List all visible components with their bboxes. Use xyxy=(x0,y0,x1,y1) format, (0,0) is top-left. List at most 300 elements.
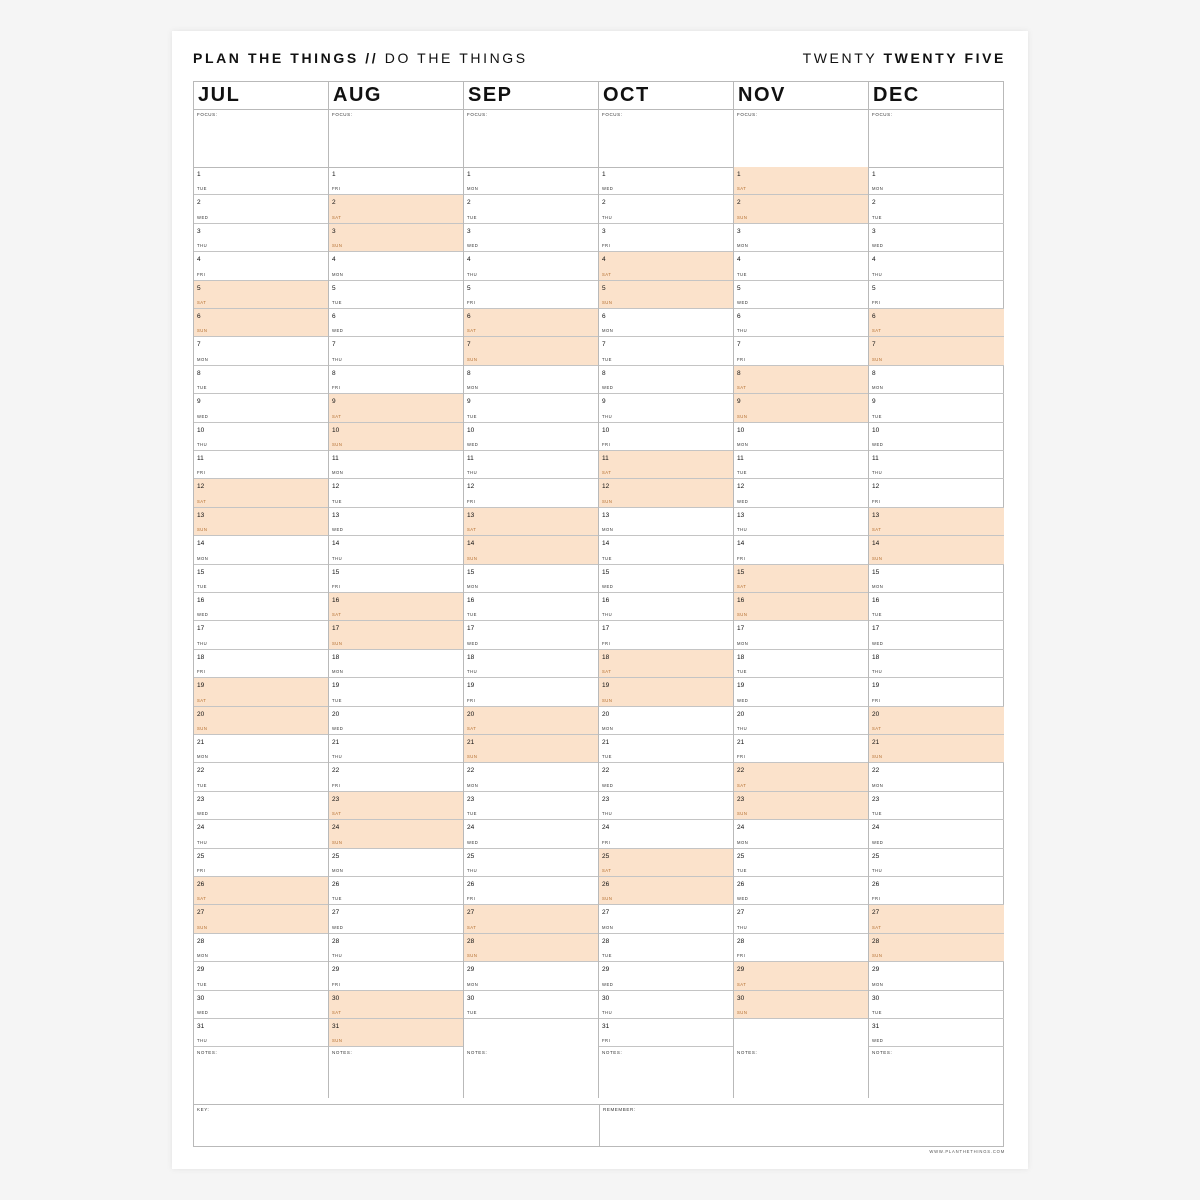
day-number: 24 xyxy=(467,824,475,832)
day-cell[interactable] xyxy=(599,1019,733,1047)
day-number: 30 xyxy=(332,994,340,1002)
weekday-label: THU xyxy=(467,669,478,675)
day-number: 13 xyxy=(332,511,340,519)
day-cell[interactable] xyxy=(464,195,598,223)
day-cell[interactable] xyxy=(734,309,868,337)
day-cell[interactable] xyxy=(599,366,733,394)
day-cell[interactable] xyxy=(599,565,733,593)
day-cell[interactable] xyxy=(869,763,1004,791)
weekday-label: TUE xyxy=(602,754,612,760)
day-cell[interactable] xyxy=(869,536,1004,564)
weekday-label: SAT xyxy=(737,583,747,589)
day-number: 12 xyxy=(602,483,610,491)
month-name: AUG xyxy=(333,84,382,106)
focus-label: FOCUS: xyxy=(467,112,488,117)
day-cell[interactable] xyxy=(869,877,1004,905)
day-cell[interactable] xyxy=(464,508,598,536)
day-cell[interactable] xyxy=(329,593,463,621)
day-cell[interactable] xyxy=(329,707,463,735)
weekday-label: FRI xyxy=(602,1038,611,1044)
day-cell[interactable] xyxy=(869,905,1004,933)
day-cell[interactable] xyxy=(734,991,868,1019)
weekday-label: MON xyxy=(332,271,344,277)
planner-year xyxy=(803,50,1006,66)
day-cell[interactable] xyxy=(194,763,328,791)
day-cell[interactable] xyxy=(464,792,598,820)
day-cell[interactable] xyxy=(194,962,328,990)
day-cell[interactable] xyxy=(599,195,733,223)
day-number: 2 xyxy=(467,199,471,207)
day-cell[interactable] xyxy=(869,565,1004,593)
day-cell[interactable] xyxy=(869,621,1004,649)
day-number: 7 xyxy=(872,341,876,349)
weekday-label: SAT xyxy=(467,328,477,334)
day-cell[interactable] xyxy=(734,735,868,763)
day-cell[interactable] xyxy=(194,394,328,422)
day-number: 8 xyxy=(602,369,606,377)
weekday-label: MON xyxy=(602,527,614,533)
notes-box[interactable] xyxy=(464,1048,598,1104)
day-cell[interactable] xyxy=(869,707,1004,735)
day-cell[interactable] xyxy=(464,849,598,877)
weekday-label: TUE xyxy=(332,299,342,305)
day-cell[interactable] xyxy=(329,962,463,990)
day-cell[interactable] xyxy=(329,479,463,507)
day-cell[interactable] xyxy=(194,1019,328,1047)
month-column xyxy=(329,82,464,1098)
day-cell[interactable] xyxy=(869,678,1004,706)
day-cell[interactable] xyxy=(464,962,598,990)
day-cell[interactable] xyxy=(464,707,598,735)
day-cell[interactable] xyxy=(194,650,328,678)
day-cell[interactable] xyxy=(734,423,868,451)
day-cell[interactable] xyxy=(599,962,733,990)
day-cell[interactable] xyxy=(464,337,598,365)
day-cell[interactable] xyxy=(734,252,868,280)
day-cell[interactable] xyxy=(599,536,733,564)
day-cell[interactable] xyxy=(194,337,328,365)
day-cell[interactable] xyxy=(599,792,733,820)
weekday-label: SAT xyxy=(332,214,342,220)
day-cell[interactable] xyxy=(869,281,1004,309)
day-cell[interactable] xyxy=(329,792,463,820)
weekday-label: THU xyxy=(602,413,613,419)
day-cell[interactable] xyxy=(599,451,733,479)
day-cell[interactable] xyxy=(599,394,733,422)
weekday-label: WED xyxy=(467,839,479,845)
day-cell[interactable] xyxy=(869,479,1004,507)
day-cell[interactable] xyxy=(599,650,733,678)
day-cell[interactable] xyxy=(329,678,463,706)
day-cell[interactable] xyxy=(869,849,1004,877)
weekday-label: THU xyxy=(737,924,748,930)
day-cell[interactable] xyxy=(734,962,868,990)
day-cell[interactable] xyxy=(734,934,868,962)
weekday-label: THU xyxy=(332,555,343,561)
day-cell[interactable] xyxy=(194,934,328,962)
day-cell[interactable] xyxy=(464,565,598,593)
day-cell[interactable] xyxy=(194,820,328,848)
weekday-label: SAT xyxy=(197,299,207,305)
day-number: 27 xyxy=(602,909,610,917)
day-cell[interactable] xyxy=(464,252,598,280)
weekday-label: SUN xyxy=(332,441,343,447)
weekday-label: TUE xyxy=(737,470,747,476)
day-cell[interactable] xyxy=(329,536,463,564)
day-number: 10 xyxy=(467,426,475,434)
day-number: 31 xyxy=(602,1023,610,1030)
day-cell[interactable] xyxy=(734,394,868,422)
weekday-label: SAT xyxy=(737,782,747,788)
day-cell[interactable] xyxy=(869,451,1004,479)
day-cell[interactable] xyxy=(464,479,598,507)
day-cell[interactable] xyxy=(869,593,1004,621)
day-cell[interactable] xyxy=(329,167,463,195)
day-cell[interactable] xyxy=(599,309,733,337)
day-number: 9 xyxy=(737,398,741,406)
day-cell[interactable] xyxy=(329,366,463,394)
day-cell[interactable] xyxy=(464,991,598,1019)
day-cell[interactable] xyxy=(599,763,733,791)
day-cell[interactable] xyxy=(599,252,733,280)
day-cell[interactable] xyxy=(869,735,1004,763)
weekday-label: MON xyxy=(332,470,344,476)
day-cell[interactable] xyxy=(329,621,463,649)
day-number: 5 xyxy=(602,284,606,292)
day-cell[interactable] xyxy=(329,991,463,1019)
weekday-label: TUE xyxy=(467,612,477,618)
day-cell[interactable] xyxy=(329,224,463,252)
day-cell[interactable] xyxy=(869,1019,1004,1047)
day-cell[interactable] xyxy=(734,337,868,365)
day-cell[interactable] xyxy=(329,905,463,933)
day-number: 10 xyxy=(872,426,880,434)
day-number: 6 xyxy=(872,313,876,320)
day-cell[interactable] xyxy=(869,167,1004,195)
day-cell[interactable] xyxy=(734,905,868,933)
weekday-label: SUN xyxy=(737,612,748,618)
day-number: 18 xyxy=(467,653,475,661)
weekday-label: SAT xyxy=(467,725,477,731)
day-number: 22 xyxy=(197,767,205,775)
weekday-label: TUE xyxy=(872,1009,882,1015)
day-cell[interactable] xyxy=(329,934,463,962)
day-cell[interactable] xyxy=(194,991,328,1019)
day-cell[interactable] xyxy=(599,849,733,877)
day-number: 9 xyxy=(872,398,876,406)
weekday-label: SAT xyxy=(197,498,207,504)
weekday-label: SUN xyxy=(737,413,748,419)
day-number: 3 xyxy=(332,227,336,235)
day-cell[interactable] xyxy=(329,650,463,678)
weekday-label: FRI xyxy=(332,782,341,788)
day-cell[interactable] xyxy=(734,195,868,223)
day-cell[interactable] xyxy=(194,167,328,195)
month-name: NOV xyxy=(738,84,786,106)
notes-box[interactable] xyxy=(194,1048,328,1104)
day-cell[interactable] xyxy=(734,281,868,309)
day-cell[interactable] xyxy=(194,536,328,564)
day-cell[interactable] xyxy=(734,707,868,735)
day-cell[interactable] xyxy=(329,309,463,337)
day-cell[interactable] xyxy=(194,905,328,933)
day-cell[interactable] xyxy=(329,735,463,763)
focus-box[interactable] xyxy=(464,110,598,168)
weekday-label: SUN xyxy=(467,555,478,561)
notes-box[interactable] xyxy=(599,1048,733,1104)
weekday-label: MON xyxy=(737,640,749,646)
day-cell[interactable] xyxy=(869,423,1004,451)
day-cell[interactable] xyxy=(194,479,328,507)
day-cell[interactable] xyxy=(194,565,328,593)
day-cell[interactable] xyxy=(464,593,598,621)
day-number: 6 xyxy=(197,313,201,320)
weekday-label: WED xyxy=(872,1038,884,1044)
day-cell[interactable] xyxy=(329,849,463,877)
weekday-label: SAT xyxy=(602,669,612,675)
weekday-label: SAT xyxy=(872,328,882,334)
day-number: 17 xyxy=(467,625,475,633)
weekday-label: WED xyxy=(602,782,614,788)
day-cell[interactable] xyxy=(734,877,868,905)
notes-box[interactable] xyxy=(734,1048,868,1104)
day-cell[interactable] xyxy=(869,366,1004,394)
day-cell[interactable] xyxy=(194,224,328,252)
day-cell[interactable] xyxy=(194,508,328,536)
day-cell[interactable] xyxy=(464,366,598,394)
day-number: 3 xyxy=(602,227,606,235)
day-cell[interactable] xyxy=(464,281,598,309)
day-cell[interactable] xyxy=(734,451,868,479)
day-cell[interactable] xyxy=(329,763,463,791)
day-cell[interactable] xyxy=(464,934,598,962)
day-cell[interactable] xyxy=(329,877,463,905)
weekday-label: FRI xyxy=(197,470,206,476)
day-cell[interactable] xyxy=(869,934,1004,962)
day-cell[interactable] xyxy=(194,423,328,451)
day-cell[interactable] xyxy=(194,707,328,735)
day-cell[interactable] xyxy=(194,735,328,763)
weekday-label: THU xyxy=(467,867,478,873)
focus-box[interactable] xyxy=(734,110,868,168)
day-cell[interactable] xyxy=(599,281,733,309)
day-number: 1 xyxy=(197,171,201,178)
day-cell[interactable] xyxy=(869,792,1004,820)
day-cell[interactable] xyxy=(194,877,328,905)
day-cell[interactable] xyxy=(464,650,598,678)
day-cell[interactable] xyxy=(734,479,868,507)
day-cell[interactable] xyxy=(734,820,868,848)
day-cell[interactable] xyxy=(869,309,1004,337)
day-cell[interactable] xyxy=(329,451,463,479)
day-cell[interactable] xyxy=(599,905,733,933)
remember-label: REMEMBER: xyxy=(603,1107,636,1112)
day-number: 8 xyxy=(872,369,876,377)
day-cell[interactable] xyxy=(464,678,598,706)
day-number: 16 xyxy=(602,597,610,604)
day-cell[interactable] xyxy=(599,593,733,621)
weekday-label: TUE xyxy=(197,385,207,391)
day-cell[interactable] xyxy=(599,337,733,365)
day-cell[interactable] xyxy=(194,678,328,706)
day-cell[interactable] xyxy=(464,423,598,451)
day-cell[interactable] xyxy=(599,707,733,735)
day-cell[interactable] xyxy=(194,281,328,309)
day-cell[interactable] xyxy=(869,224,1004,252)
weekday-label: MON xyxy=(872,981,884,987)
day-number: 17 xyxy=(197,625,205,633)
weekday-label: THU xyxy=(872,271,883,277)
day-cell[interactable] xyxy=(329,565,463,593)
day-number: 9 xyxy=(197,398,201,406)
day-cell[interactable] xyxy=(329,252,463,280)
day-cell[interactable] xyxy=(599,479,733,507)
day-number: 1 xyxy=(602,171,606,178)
day-cell[interactable] xyxy=(194,366,328,394)
day-cell[interactable] xyxy=(869,962,1004,990)
day-cell[interactable] xyxy=(329,281,463,309)
day-cell[interactable] xyxy=(464,536,598,564)
day-cell[interactable] xyxy=(464,877,598,905)
weekday-label: WED xyxy=(467,441,479,447)
day-cell[interactable] xyxy=(734,366,868,394)
day-number: 13 xyxy=(602,511,610,519)
day-number: 4 xyxy=(467,256,471,264)
day-cell[interactable] xyxy=(599,508,733,536)
day-cell[interactable] xyxy=(599,820,733,848)
day-cell[interactable] xyxy=(194,593,328,621)
day-number: 29 xyxy=(737,966,745,974)
day-cell[interactable] xyxy=(464,394,598,422)
day-number: 6 xyxy=(737,313,741,320)
day-cell[interactable] xyxy=(869,195,1004,223)
day-number: 23 xyxy=(197,795,205,803)
day-cell[interactable] xyxy=(869,650,1004,678)
day-number: 18 xyxy=(602,653,610,661)
day-cell[interactable] xyxy=(734,792,868,820)
day-cell[interactable] xyxy=(869,991,1004,1019)
weekday-label: TUE xyxy=(602,555,612,561)
day-cell[interactable] xyxy=(599,423,733,451)
day-cell[interactable] xyxy=(329,508,463,536)
day-cell[interactable] xyxy=(599,167,733,195)
day-cell[interactable] xyxy=(599,224,733,252)
day-cell[interactable] xyxy=(194,849,328,877)
day-cell[interactable] xyxy=(599,877,733,905)
day-cell[interactable] xyxy=(329,1019,463,1047)
day-number: 19 xyxy=(332,682,340,690)
day-cell[interactable] xyxy=(194,451,328,479)
year-light: TWENTY xyxy=(802,50,878,66)
day-cell[interactable] xyxy=(599,991,733,1019)
day-cell[interactable] xyxy=(734,224,868,252)
day-cell[interactable] xyxy=(464,820,598,848)
day-cell[interactable] xyxy=(464,309,598,337)
day-cell[interactable] xyxy=(869,252,1004,280)
day-cell[interactable] xyxy=(194,792,328,820)
day-cell[interactable] xyxy=(599,678,733,706)
day-cell[interactable] xyxy=(464,735,598,763)
notes-box[interactable] xyxy=(869,1048,1004,1104)
planner-tagline xyxy=(193,50,528,66)
focus-box[interactable] xyxy=(329,110,463,168)
day-cell[interactable] xyxy=(329,423,463,451)
focus-box[interactable] xyxy=(599,110,733,168)
key-box[interactable] xyxy=(194,1105,600,1147)
day-cell[interactable] xyxy=(869,394,1004,422)
day-cell[interactable] xyxy=(464,905,598,933)
day-cell[interactable] xyxy=(329,394,463,422)
day-cell[interactable] xyxy=(464,224,598,252)
day-number: 31 xyxy=(872,1023,880,1030)
weekday-label: SAT xyxy=(602,867,612,873)
remember-box[interactable] xyxy=(600,1105,1004,1147)
day-number: 19 xyxy=(197,682,205,690)
day-number: 27 xyxy=(332,909,340,917)
day-number: 16 xyxy=(197,597,205,604)
day-cell[interactable] xyxy=(329,337,463,365)
footer-url: WWW.PLANTHETHINGS.COM xyxy=(929,1149,1005,1154)
day-number: 21 xyxy=(332,739,340,746)
day-cell[interactable] xyxy=(734,565,868,593)
day-cell[interactable] xyxy=(734,763,868,791)
day-cell[interactable] xyxy=(464,451,598,479)
day-cell[interactable] xyxy=(734,621,868,649)
day-number: 26 xyxy=(467,881,475,888)
day-cell[interactable] xyxy=(599,621,733,649)
day-number: 28 xyxy=(737,937,745,945)
weekday-label: THU xyxy=(467,271,478,277)
day-cell[interactable] xyxy=(329,195,463,223)
day-cell[interactable] xyxy=(464,763,598,791)
weekday-label: THU xyxy=(197,243,208,249)
day-cell[interactable] xyxy=(734,593,868,621)
day-cell[interactable] xyxy=(734,508,868,536)
day-cell[interactable] xyxy=(464,621,598,649)
day-cell[interactable] xyxy=(869,337,1004,365)
day-cell[interactable] xyxy=(734,849,868,877)
day-number: 16 xyxy=(467,597,475,604)
day-cell[interactable] xyxy=(599,735,733,763)
notes-box[interactable] xyxy=(329,1048,463,1104)
day-cell[interactable] xyxy=(734,536,868,564)
weekday-label: THU xyxy=(872,669,883,675)
day-cell[interactable] xyxy=(194,621,328,649)
day-number: 2 xyxy=(197,199,201,207)
day-cell[interactable] xyxy=(194,252,328,280)
weekday-label: WED xyxy=(197,413,209,419)
day-cell[interactable] xyxy=(734,678,868,706)
day-number: 20 xyxy=(737,710,745,718)
day-cell[interactable] xyxy=(194,309,328,337)
day-number: 6 xyxy=(332,313,336,320)
day-cell[interactable] xyxy=(869,820,1004,848)
day-cell[interactable] xyxy=(329,820,463,848)
weekday-label: SAT xyxy=(332,811,342,817)
day-cell[interactable] xyxy=(194,195,328,223)
day-cell[interactable] xyxy=(599,934,733,962)
focus-box[interactable] xyxy=(869,110,1004,168)
day-cell[interactable] xyxy=(869,508,1004,536)
day-number: 11 xyxy=(197,455,204,462)
day-number: 3 xyxy=(197,227,201,235)
day-cell[interactable] xyxy=(734,167,868,195)
day-cell[interactable] xyxy=(734,650,868,678)
focus-box[interactable] xyxy=(194,110,328,168)
day-cell[interactable] xyxy=(464,167,598,195)
weekday-label: MON xyxy=(737,839,749,845)
weekday-label: SAT xyxy=(872,527,882,533)
